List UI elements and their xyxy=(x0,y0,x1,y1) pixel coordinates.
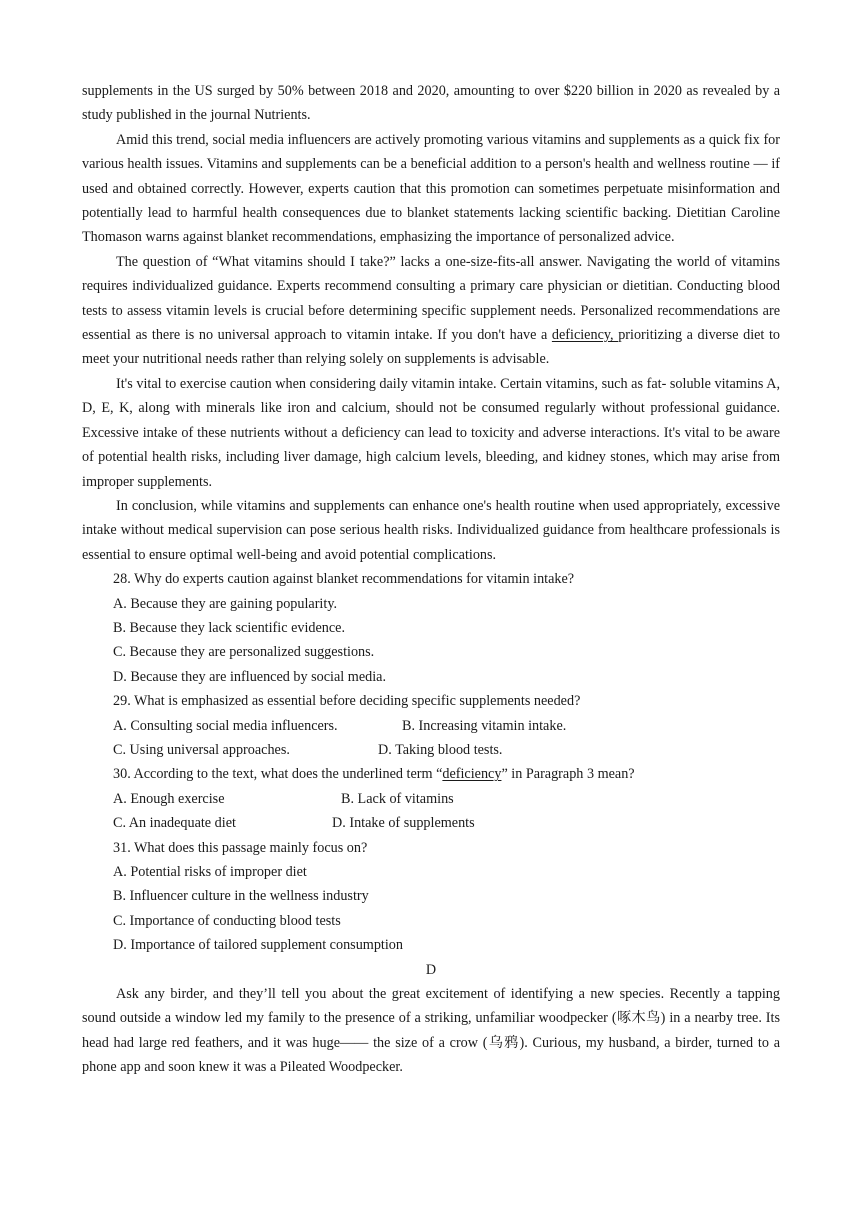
question-31-stem: 31. What does this passage mainly focus on? xyxy=(113,839,368,856)
underlined-term: deficiency, xyxy=(551,327,619,344)
question-30-option-b: B. Lack of vitamins xyxy=(341,790,454,807)
document-page xyxy=(82,79,780,1080)
question-30-stem xyxy=(113,762,780,786)
passage-c-paragraph-0: supplements in the US surged by 50% between 2018 and 2020, amounting to over $220 billion in 2020 as revealed by a study published in the journal Nutrients. xyxy=(82,83,780,124)
question-30-option-c: C. An inadequate diet xyxy=(113,815,236,832)
question-28-option-d: D. Because they are influenced by social media. xyxy=(113,668,386,685)
passage-c-paragraph-1: Amid this trend, social media influencers are actively promoting various vitamins and supplements as a quick fix for various health issues. Vitamins and supplements can be a beneficial addition to a person's health and wellness routine — if used and obtained correctly. However, experts caution that this promotion can sometimes perpetuate misinformation and potentially lead to harmful health consequences due to blanket statements lacking scientific backing. Dietitian Caroline Thomason warns against blanket recommendations, emphasizing the importance of personalized advice. xyxy=(82,131,780,246)
question-30-options-row-1 xyxy=(113,787,780,811)
question-31-option-c: C. Importance of conducting blood tests xyxy=(113,912,341,929)
section-heading: D xyxy=(425,961,437,978)
paragraph-text: The question of “What vitamins should I take?” lacks a one-size-fits-all answer. Navigating the world of vitamins requires individualized guidance. Experts recommend consulting a primary care physician or dietitian. Conducting blood tests to assess vitamin levels is crucial before determining specific supplement needs. Personalized recommendations are essential as there is no universal approach to vitamin intake. If you don't have a xyxy=(82,253,780,344)
question-29-option-a: A. Consulting social media influencers. xyxy=(113,717,338,734)
question-29-option-d: D. Taking blood tests. xyxy=(378,741,503,758)
passage-d-paragraph-1: Ask any birder, and they’ll tell you about the great excitement of identifying a new species. Recently a tapping sound outside a window led my family to the presence of a striking, unfamiliar woodpecker (啄木鸟) in a nearby tree. Its head had large red feathers, and it was huge—— the size of a crow (乌鸦). Curious, my husband, a birder, turned to a phone app and soon knew it was a Pileated Woodpecker. xyxy=(82,985,780,1076)
passage-c-paragraph-2 xyxy=(82,250,780,372)
question-29-options-row-1 xyxy=(113,714,780,738)
passage-c-paragraph-3: It's vital to exercise caution when considering daily vitamin intake. Certain vitamins, such as fat- soluble vitamins A, D, E, K, along with minerals like iron and calcium, should not be consumed regularly without professional guidance. Excessive intake of these nutrients without a deficiency can lead to toxicity and adverse interactions. It's vital to be aware of potential health risks, including liver damage, high calcium levels, bleeding, and kidney stones, which may arise from improper supplements. xyxy=(82,375,780,490)
question-30-option-d: D. Intake of supplements xyxy=(332,815,475,832)
question-30-options-row-2 xyxy=(113,811,780,835)
question-29-stem: 29. What is emphasized as essential before deciding specific supplements needed? xyxy=(113,693,581,710)
passage-c-paragraph-4: In conclusion, while vitamins and supplements can enhance one's health routine when used appropriately, excessive intake without medical supervision can pose serious health risks. Individualized guidance from healthcare professionals is essential to ensure optimal well-being and avoid potential complications. xyxy=(82,497,780,563)
question-28-option-c: C. Because they are personalized suggestions. xyxy=(113,644,375,661)
question-text: 30. According to the text, what does the underlined term “ xyxy=(113,766,443,783)
question-29-options-row-2 xyxy=(113,738,780,762)
question-29-option-b: B. Increasing vitamin intake. xyxy=(402,717,567,734)
question-31-option-a: A. Potential risks of improper diet xyxy=(113,863,307,880)
question-28-option-a: A. Because they are gaining popularity. xyxy=(113,595,338,612)
question-28-option-b: B. Because they lack scientific evidence. xyxy=(113,619,346,636)
question-text: ” in Paragraph 3 mean? xyxy=(501,766,635,783)
paragraph-text: prioritizing a diverse diet to meet your nutritional needs rather than relying solely on supplements is advisable. xyxy=(82,327,781,368)
question-28-stem: 28. Why do experts caution against blanket recommendations for vitamin intake? xyxy=(113,571,575,588)
question-31-option-d: D. Importance of tailored supplement consumption xyxy=(113,937,403,954)
question-30-option-a: A. Enough exercise xyxy=(113,790,225,807)
question-31-option-b: B. Influencer culture in the wellness industry xyxy=(113,888,369,905)
question-29-option-c: C. Using universal approaches. xyxy=(113,741,290,758)
underlined-term: deficiency xyxy=(442,766,502,783)
